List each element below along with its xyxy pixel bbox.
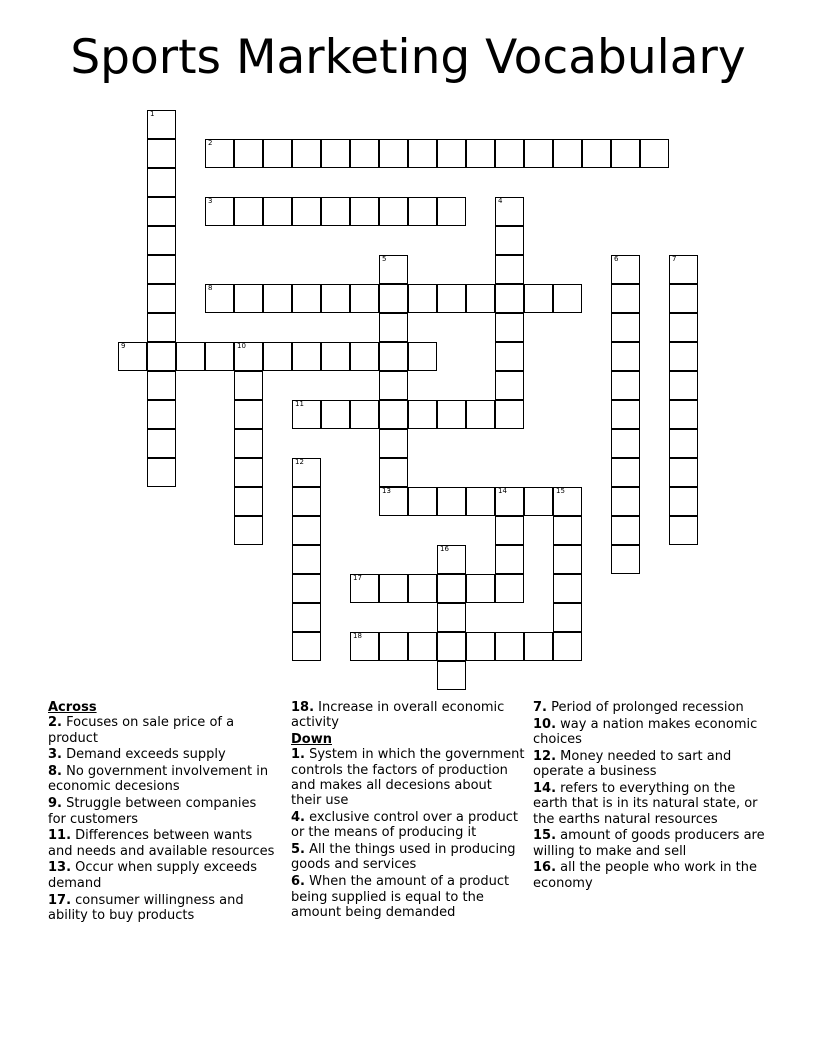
- grid-cell[interactable]: [234, 516, 263, 545]
- grid-cell[interactable]: [263, 197, 292, 226]
- grid-cell[interactable]: [379, 255, 408, 284]
- clue-number-label: 2.: [48, 715, 62, 731]
- grid-cell[interactable]: [350, 139, 379, 168]
- clue-number: 15: [556, 487, 565, 495]
- clue-number-label: 8.: [48, 764, 62, 780]
- clue-text: all the people who work in the economy: [533, 860, 758, 891]
- grid-cell[interactable]: [263, 139, 292, 168]
- clue-item: [533, 860, 768, 891]
- grid-cell[interactable]: [437, 284, 466, 313]
- grid-cell[interactable]: [292, 400, 321, 429]
- grid-cell[interactable]: [582, 139, 611, 168]
- clue-number: 13: [382, 487, 391, 495]
- clue-item: [291, 700, 526, 731]
- clue-text: Increase in overall economic activity: [291, 700, 505, 731]
- grid-cell[interactable]: [669, 400, 698, 429]
- clue-number: 11: [295, 400, 304, 408]
- grid-cell[interactable]: [234, 487, 263, 516]
- grid-cell[interactable]: [495, 371, 524, 400]
- clue-text: Period of prolonged recession: [546, 700, 744, 715]
- grid-cell[interactable]: [118, 342, 147, 371]
- grid-cell[interactable]: [379, 458, 408, 487]
- clue-number: 8: [208, 284, 213, 292]
- grid-cell[interactable]: [437, 400, 466, 429]
- clue-number-label: 18.: [291, 700, 315, 715]
- grid-cell[interactable]: [292, 603, 321, 632]
- grid-cell[interactable]: [611, 255, 640, 284]
- clue-text: Occur when supply exceeds demand: [48, 860, 258, 891]
- grid-cell[interactable]: [408, 400, 437, 429]
- grid-cell[interactable]: [495, 400, 524, 429]
- clue-number-label: 5.: [291, 842, 305, 858]
- clue-item: [48, 764, 278, 795]
- grid-cell[interactable]: [234, 400, 263, 429]
- clue-number-label: 11.: [48, 828, 72, 844]
- grid-cell[interactable]: [292, 284, 321, 313]
- grid-cell[interactable]: [466, 632, 495, 661]
- grid-cell[interactable]: [234, 139, 263, 168]
- grid-cell[interactable]: [292, 487, 321, 516]
- grid-cell[interactable]: [379, 342, 408, 371]
- grid-cell[interactable]: [147, 168, 176, 197]
- clue-item: [533, 781, 768, 827]
- grid-cell[interactable]: [408, 284, 437, 313]
- clue-item: [48, 747, 278, 762]
- grid-cell[interactable]: [669, 313, 698, 342]
- clue-item: [48, 828, 278, 859]
- grid-cell[interactable]: [611, 516, 640, 545]
- grid-cell[interactable]: [350, 342, 379, 371]
- clue-number-label: 10.: [533, 716, 557, 732]
- grid-cell[interactable]: [669, 284, 698, 313]
- grid-cell[interactable]: [611, 545, 640, 574]
- grid-cell[interactable]: [524, 139, 553, 168]
- grid-cell[interactable]: [611, 313, 640, 342]
- grid-cell[interactable]: [553, 603, 582, 632]
- grid-cell[interactable]: [408, 342, 437, 371]
- grid-cell[interactable]: [669, 255, 698, 284]
- across-heading: Across: [48, 700, 97, 715]
- grid-cell[interactable]: [321, 342, 350, 371]
- grid-cell[interactable]: [234, 429, 263, 458]
- clue-number-label: 17.: [48, 892, 72, 908]
- clue-number: 17: [353, 574, 362, 582]
- grid-cell[interactable]: [524, 632, 553, 661]
- across-clue-list-continued: [291, 700, 526, 731]
- grid-cell[interactable]: [234, 371, 263, 400]
- grid-cell[interactable]: [205, 342, 234, 371]
- grid-cell[interactable]: [553, 632, 582, 661]
- grid-cell[interactable]: [553, 574, 582, 603]
- grid-cell[interactable]: [205, 139, 234, 168]
- grid-cell[interactable]: [176, 342, 205, 371]
- grid-cell[interactable]: [495, 342, 524, 371]
- clue-number-label: 13.: [48, 860, 72, 876]
- clue-item: [291, 874, 526, 920]
- grid-cell[interactable]: [437, 545, 466, 574]
- clue-text: amount of goods producers are willing to make and sell: [533, 828, 765, 859]
- grid-cell[interactable]: [205, 197, 234, 226]
- grid-cell[interactable]: [524, 284, 553, 313]
- clue-number-label: 14.: [533, 780, 557, 796]
- grid-cell[interactable]: [524, 487, 553, 516]
- grid-cell[interactable]: [379, 284, 408, 313]
- grid-cell[interactable]: [321, 139, 350, 168]
- clue-text: Money needed to sart and operate a business: [533, 748, 732, 780]
- grid-cell[interactable]: [292, 516, 321, 545]
- clue-text: way a nation makes economic choices: [533, 716, 758, 748]
- grid-cell[interactable]: [495, 226, 524, 255]
- grid-cell[interactable]: [495, 255, 524, 284]
- clue-number-label: 16.: [533, 860, 557, 876]
- grid-cell[interactable]: [669, 516, 698, 545]
- grid-cell[interactable]: [669, 342, 698, 371]
- clue-number-label: 12.: [533, 748, 557, 764]
- clue-number: 6: [614, 255, 619, 263]
- grid-cell[interactable]: [321, 197, 350, 226]
- across-clue-list: [48, 715, 278, 923]
- clue-text: consumer willingness and ability to buy products: [48, 892, 244, 923]
- grid-cell[interactable]: [408, 139, 437, 168]
- grid-cell[interactable]: [408, 632, 437, 661]
- grid-cell[interactable]: [292, 632, 321, 661]
- grid-cell[interactable]: [553, 516, 582, 545]
- grid-cell[interactable]: [611, 400, 640, 429]
- clue-text: exclusive control over a product or the means of producing it: [291, 810, 518, 841]
- grid-cell[interactable]: [437, 574, 466, 603]
- grid-cell[interactable]: [379, 429, 408, 458]
- grid-cell[interactable]: [147, 110, 176, 139]
- clue-number: 9: [121, 342, 126, 350]
- grid-cell[interactable]: [495, 545, 524, 574]
- grid-cell[interactable]: [495, 574, 524, 603]
- grid-cell[interactable]: [611, 429, 640, 458]
- grid-cell[interactable]: [147, 284, 176, 313]
- down-clue-list: [291, 747, 526, 920]
- grid-cell[interactable]: [495, 632, 524, 661]
- grid-cell[interactable]: [466, 487, 495, 516]
- grid-cell[interactable]: [611, 284, 640, 313]
- clue-number: 7: [672, 255, 677, 263]
- grid-cell[interactable]: [147, 458, 176, 487]
- clue-text: When the amount of a product being supplied is equal to the amount being demanded: [291, 874, 510, 920]
- clue-text: Focuses on sale price of a product: [48, 715, 235, 746]
- grid-cell[interactable]: [147, 342, 176, 371]
- grid-cell[interactable]: [669, 371, 698, 400]
- grid-cell[interactable]: [379, 487, 408, 516]
- grid-cell[interactable]: [292, 139, 321, 168]
- clue-item: [291, 747, 526, 808]
- grid-cell[interactable]: [466, 574, 495, 603]
- grid-cell[interactable]: [379, 313, 408, 342]
- grid-cell[interactable]: [640, 139, 669, 168]
- grid-cell[interactable]: [466, 400, 495, 429]
- grid-cell[interactable]: [495, 313, 524, 342]
- grid-cell[interactable]: [437, 139, 466, 168]
- grid-cell[interactable]: [495, 139, 524, 168]
- clue-number-label: 15.: [533, 828, 557, 844]
- clue-number-label: 3.: [48, 747, 62, 763]
- clue-text: refers to everything on the earth that is in its natural state, or the earths natural resources: [533, 780, 758, 827]
- grid-cell[interactable]: [611, 371, 640, 400]
- clue-text: System in which the government controls the factors of production and makes all decesions about their use: [291, 747, 525, 809]
- grid-cell[interactable]: [437, 197, 466, 226]
- clues-column-3: [533, 700, 768, 893]
- grid-cell[interactable]: [466, 139, 495, 168]
- clue-number-label: 6.: [291, 874, 305, 890]
- grid-cell[interactable]: [147, 400, 176, 429]
- grid-cell[interactable]: [379, 139, 408, 168]
- clue-text: Struggle between companies for customers: [48, 796, 257, 827]
- clue-number-label: 4.: [291, 810, 305, 826]
- grid-cell[interactable]: [553, 139, 582, 168]
- grid-cell[interactable]: [350, 574, 379, 603]
- clue-number: 10: [237, 342, 246, 350]
- grid-cell[interactable]: [292, 545, 321, 574]
- grid-cell[interactable]: [553, 545, 582, 574]
- grid-cell[interactable]: [408, 197, 437, 226]
- clues-column-1: [48, 700, 278, 925]
- clue-item: [291, 810, 526, 841]
- grid-cell[interactable]: [379, 574, 408, 603]
- clue-number: 3: [208, 197, 213, 205]
- clue-item: [533, 828, 768, 859]
- puzzle-title: Sports Marketing Vocabulary: [70, 30, 746, 85]
- clue-text: Demand exceeds supply: [61, 747, 226, 763]
- clue-item: [48, 715, 278, 746]
- grid-cell[interactable]: [495, 284, 524, 313]
- grid-cell[interactable]: [147, 255, 176, 284]
- grid-cell[interactable]: [263, 342, 292, 371]
- grid-cell[interactable]: [147, 226, 176, 255]
- grid-cell[interactable]: [408, 487, 437, 516]
- grid-cell[interactable]: [350, 400, 379, 429]
- grid-cell[interactable]: [379, 371, 408, 400]
- grid-cell[interactable]: [263, 284, 292, 313]
- grid-cell[interactable]: [321, 400, 350, 429]
- grid-cell[interactable]: [147, 197, 176, 226]
- clue-number: 4: [498, 197, 503, 205]
- clue-item: [533, 717, 768, 748]
- clue-text: No government involvement in economic decesions: [48, 764, 269, 795]
- grid-cell[interactable]: [669, 458, 698, 487]
- grid-cell[interactable]: [350, 284, 379, 313]
- grid-cell[interactable]: [147, 313, 176, 342]
- clue-number: 12: [295, 458, 304, 466]
- down-clue-list-continued: [533, 700, 768, 891]
- down-heading: Down: [291, 732, 332, 748]
- grid-cell[interactable]: [147, 139, 176, 168]
- clue-item: [48, 893, 278, 924]
- clue-item: [48, 860, 278, 891]
- grid-cell[interactable]: [669, 487, 698, 516]
- grid-cell[interactable]: [147, 429, 176, 458]
- clue-number: 16: [440, 545, 449, 553]
- clue-item: [533, 700, 768, 715]
- clue-text: All the things used in producing goods and services: [291, 842, 516, 873]
- grid-cell[interactable]: [350, 632, 379, 661]
- grid-cell[interactable]: [437, 632, 466, 661]
- grid-cell[interactable]: [205, 284, 234, 313]
- grid-cell[interactable]: [611, 139, 640, 168]
- grid-cell[interactable]: [234, 284, 263, 313]
- clue-number: 5: [382, 255, 387, 263]
- grid-cell[interactable]: [379, 400, 408, 429]
- clue-number: 18: [353, 632, 362, 640]
- grid-cell[interactable]: [234, 458, 263, 487]
- grid-cell[interactable]: [495, 516, 524, 545]
- clue-text: Differences between wants and needs and available resources: [48, 828, 275, 859]
- grid-cell[interactable]: [611, 487, 640, 516]
- grid-cell[interactable]: [234, 197, 263, 226]
- clue-number-label: 1.: [291, 747, 305, 763]
- grid-cell[interactable]: [292, 458, 321, 487]
- grid-cell[interactable]: [147, 371, 176, 400]
- grid-cell[interactable]: [611, 458, 640, 487]
- grid-cell[interactable]: [379, 197, 408, 226]
- grid-cell[interactable]: [495, 197, 524, 226]
- clue-number: 1: [150, 110, 155, 118]
- clue-number: 14: [498, 487, 507, 495]
- grid-cell[interactable]: [321, 284, 350, 313]
- clues-column-2: [291, 700, 526, 922]
- grid-cell[interactable]: [292, 574, 321, 603]
- grid-cell[interactable]: [553, 487, 582, 516]
- grid-cell[interactable]: [553, 284, 582, 313]
- grid-cell[interactable]: [379, 632, 408, 661]
- clue-item: [48, 796, 278, 827]
- clue-item: [291, 842, 526, 873]
- grid-cell[interactable]: [234, 342, 263, 371]
- grid-cell[interactable]: [437, 487, 466, 516]
- clue-item: [533, 749, 768, 780]
- grid-cell[interactable]: [495, 487, 524, 516]
- grid-cell[interactable]: [408, 574, 437, 603]
- grid-cell[interactable]: [292, 342, 321, 371]
- grid-cell[interactable]: [292, 197, 321, 226]
- clue-number-label: 9.: [48, 796, 62, 812]
- grid-cell[interactable]: [350, 197, 379, 226]
- grid-cell[interactable]: [437, 603, 466, 632]
- clue-number-label: 7.: [533, 700, 547, 715]
- grid-cell[interactable]: [437, 661, 466, 690]
- grid-cell[interactable]: [466, 284, 495, 313]
- grid-cell[interactable]: [611, 342, 640, 371]
- grid-cell[interactable]: [669, 429, 698, 458]
- clue-number: 2: [208, 139, 213, 147]
